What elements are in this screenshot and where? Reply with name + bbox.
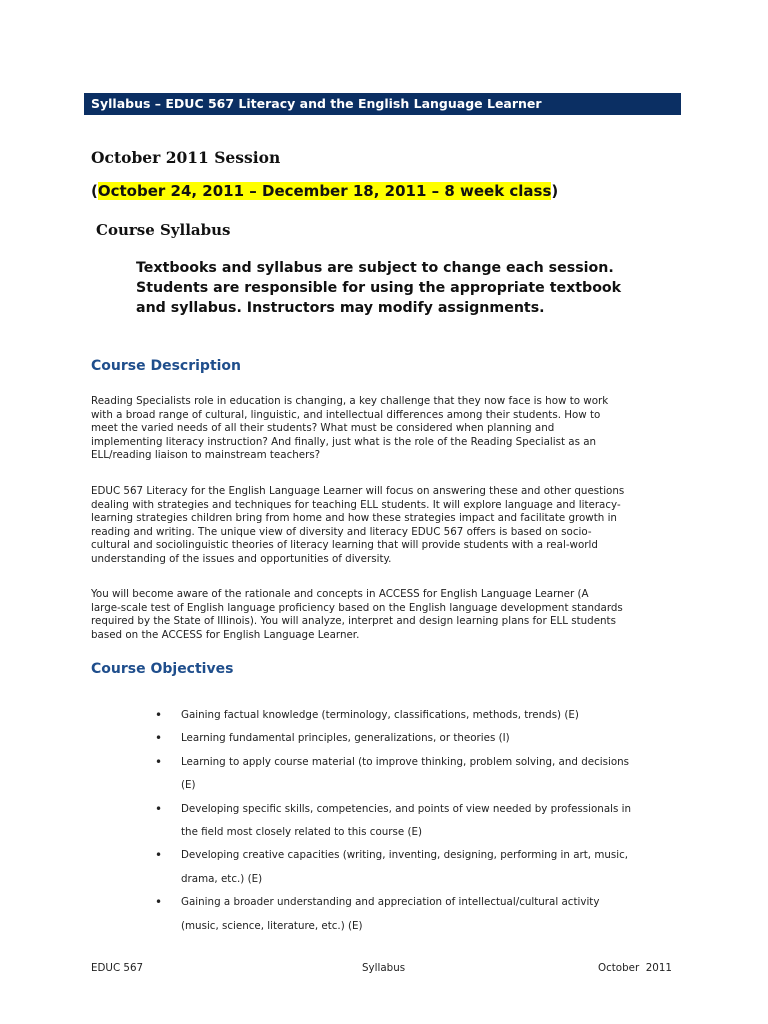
objective-item	[155, 891, 695, 938]
bullet-icon: •	[155, 731, 163, 746]
objective-line: Gaining a broader understanding and appreciation of intellectual/cultural activity	[181, 896, 600, 909]
paragraph-line: meet the varied needs of all their students? What must be considered when planning and	[91, 422, 555, 435]
session-dates	[91, 182, 558, 200]
bullet-icon: •	[155, 708, 163, 722]
dates-close-paren: )	[551, 182, 559, 200]
objective-item	[155, 751, 695, 798]
paragraph-line: dealing with strategies and techniques for teaching ELL students. It will explore language and literacy-	[91, 498, 621, 511]
paragraph-line: with a broad range of cultural, linguistic, and intellectual differences among their students. How to	[91, 408, 601, 421]
bullet-icon: •	[155, 848, 163, 863]
objective-line: Developing creative capacities (writing, inventing, designing, performing in art, music,	[181, 849, 629, 862]
paragraph-line: required by the State of Illinois). You will analyze, interpret and design learning plans for ELL students	[91, 615, 616, 628]
bullet-icon: •	[155, 754, 163, 769]
footer-course-code: EDUC 567	[91, 962, 144, 974]
notice-line: Textbooks and syllabus are subject to change each session.	[136, 260, 614, 276]
paragraph-line: EDUC 567 Literacy for the English Language Learner will focus on answering these and other questions	[91, 485, 625, 497]
paragraph-line: cultural and sociolinguistic theories of literacy learning that will provide students with a real-world	[91, 539, 598, 552]
dates-highlight: October 24, 2011 – December 18, 2011 – 8 week class	[97, 182, 552, 200]
paragraph-line: understanding of the issues and opportunities of diversity.	[91, 552, 392, 565]
objective-line: Developing specific skills, competencies, and points of view needed by professionals in	[181, 802, 632, 815]
description-paragraph-2	[91, 485, 691, 567]
paragraph-line: reading and writing. The unique view of diversity and literacy EDUC 567 offers is based on socio-	[91, 525, 592, 538]
objective-line: drama, etc.) (E)	[181, 872, 263, 885]
bullet-icon: •	[155, 895, 163, 910]
course-description-heading: Course Description	[91, 358, 242, 374]
course-syllabus-heading: Course Syllabus	[96, 221, 231, 239]
syllabus-banner: Syllabus – EDUC 567 Literacy and the English Language Learner	[84, 93, 681, 115]
objective-item	[155, 844, 695, 891]
paragraph-line: You will become aware of the rationale and concepts in ACCESS for English Language Learner (A	[91, 588, 589, 600]
session-title: October 2011 Session	[91, 148, 281, 167]
objectives-list	[155, 704, 695, 938]
paragraph-line: ELL/reading liaison to mainstream teachers?	[91, 449, 321, 462]
footer-document-type: Syllabus	[362, 962, 406, 974]
course-objectives-heading: Course Objectives	[91, 661, 234, 677]
paragraph-line: based on the ACCESS for English Language Learner.	[91, 628, 360, 641]
objective-line: Gaining factual knowledge (terminology, classifications, methods, trends) (E)	[181, 709, 579, 721]
paragraph-line: large-scale test of English language proficiency based on the English language development standards	[91, 601, 623, 614]
objective-line: the field most closely related to this course (E)	[181, 826, 423, 839]
description-paragraph-3	[91, 588, 691, 642]
paragraph-line: implementing literacy instruction? And finally, just what is the role of the Reading Specialist as an	[91, 435, 597, 448]
objective-item	[155, 704, 695, 727]
objective-line: (E)	[181, 779, 196, 792]
objective-item	[155, 798, 695, 845]
notice-line: Students are responsible for using the appropriate textbook	[136, 280, 622, 296]
objective-item	[155, 727, 695, 750]
change-notice	[136, 258, 696, 318]
paragraph-line: learning strategies children bring from home and how these strategies impact and facilitate growth in	[91, 512, 617, 525]
objective-line: (music, science, literature, etc.) (E)	[181, 919, 363, 932]
description-paragraph-1	[91, 395, 691, 463]
bullet-icon: •	[155, 801, 163, 816]
objective-line: Learning fundamental principles, generalizations, or theories (I)	[181, 732, 510, 745]
dates-open-paren: (	[91, 182, 98, 200]
notice-line: and syllabus. Instructors may modify assignments.	[136, 300, 545, 316]
paragraph-line: Reading Specialists role in education is changing, a key challenge that they now face is how to work	[91, 395, 609, 407]
footer-date: October 2011	[598, 962, 672, 974]
objective-line: Learning to apply course material (to improve thinking, problem solving, and decisions	[181, 755, 630, 768]
